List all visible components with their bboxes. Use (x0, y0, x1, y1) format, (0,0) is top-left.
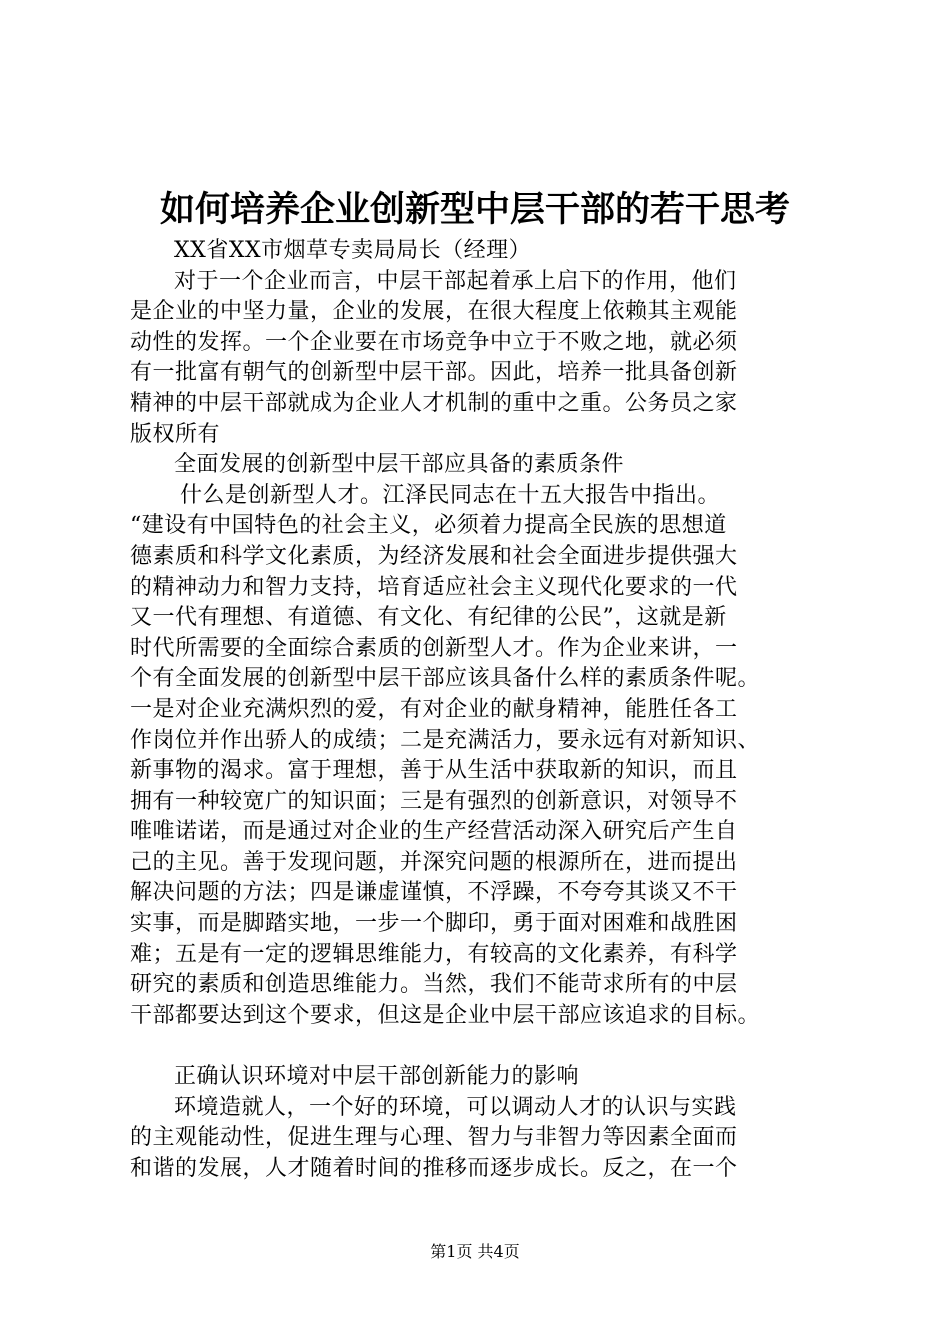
paragraph-line: 干部都要达到这个要求，但这是企业中层干部应该追求的目标。 (130, 1002, 761, 1028)
paragraph-line: “建设有中国特色的社会主义，必须着力提高全民族的思想道 (130, 513, 727, 539)
paragraph-line: 解决问题的方法；四是谦虚谨慎，不浮躁，不夸夸其谈又不干 (130, 880, 738, 906)
paragraph-line: 一是对企业充满炽烈的爱，有对企业的献身精神，能胜任各工 (130, 696, 738, 722)
paragraph-line: 是企业的中坚力量，企业的发展，在很大程度上依赖其主观能 (130, 299, 738, 325)
paragraph-line: 个有全面发展的创新型中层干部应该具备什么样的素质条件呢。 (130, 666, 761, 692)
paragraph-line: 德素质和科学文化素质，为经济发展和社会全面进步提供强大 (130, 543, 738, 569)
paragraph-line: 研究的素质和创造思维能力。当然，我们不能苛求所有的中层 (130, 972, 738, 998)
section-heading: 正确认识环境对中层干部创新能力的影响 (174, 1064, 580, 1090)
blank-line (130, 1031, 830, 1062)
paragraph-line: 什么是创新型人才。江泽民同志在十五大报告中指出。 (180, 482, 721, 508)
paragraph-line: 作岗位并作出骄人的成绩；二是充满活力，要永远有对新知识、 (130, 727, 761, 753)
paragraph-line: 拥有一种较宽广的知识面；三是有强烈的创新意识，对领导不 (130, 788, 738, 814)
paragraph-line: 己的主见。善于发现问题，并深究问题的根源所在，进而提出 (130, 849, 738, 875)
paragraph-line: 精神的中层干部就成为企业人才机制的重中之重。公务员之家 (130, 390, 738, 416)
paragraph-line: 实事，而是脚踏实地，一步一个脚印，勇于面对困难和战胜困 (130, 911, 738, 937)
author-line: XX省XX市烟草专卖局局长（经理） (174, 238, 532, 263)
paragraph-line: 唯唯诺诺，而是通过对企业的生产经营活动深入研究后产生自 (130, 819, 738, 845)
paragraph-line: 对于一个企业而言，中层干部起着承上启下的作用，他们 (174, 268, 737, 294)
paragraph-line: 和谐的发展，人才随着时间的推移而逐步成长。反之，在一个 (130, 1155, 738, 1181)
page-footer: 第1页 共4页 (430, 1242, 520, 1261)
paragraph-line: 版权所有 (130, 421, 221, 447)
document-body (130, 236, 830, 1184)
paragraph-line: 又一代有理想、有道德、有文化、有纪律的公民”，这就是新 (130, 605, 727, 631)
paragraph-line: 的精神动力和智力支持，培育适应社会主义现代化要求的一代 (130, 574, 738, 600)
paragraph-line: 动性的发挥。一个企业要在市场竞争中立于不败之地，就必须 (130, 329, 738, 355)
paragraph-line: 环境造就人，一个好的环境，可以调动人才的认识与实践 (174, 1094, 737, 1120)
section-heading: 全面发展的创新型中层干部应具备的素质条件 (174, 452, 625, 478)
paragraph-line: 难；五是有一定的逻辑思维能力，有较高的文化素养，有科学 (130, 941, 738, 967)
paragraph-line: 的主观能动性，促进生理与心理、智力与非智力等因素全面而 (130, 1125, 738, 1151)
paragraph-line: 时代所需要的全面综合素质的创新型人才。作为企业来讲，一 (130, 635, 738, 661)
paragraph-line: 新事物的渴求。富于理想，善于从生活中获取新的知识，而且 (130, 758, 738, 784)
document-title: 如何培养企业创新型中层干部的若干思考 (159, 189, 790, 230)
paragraph-line: 有一批富有朝气的创新型中层干部。因此，培养一批具备创新 (130, 360, 738, 386)
